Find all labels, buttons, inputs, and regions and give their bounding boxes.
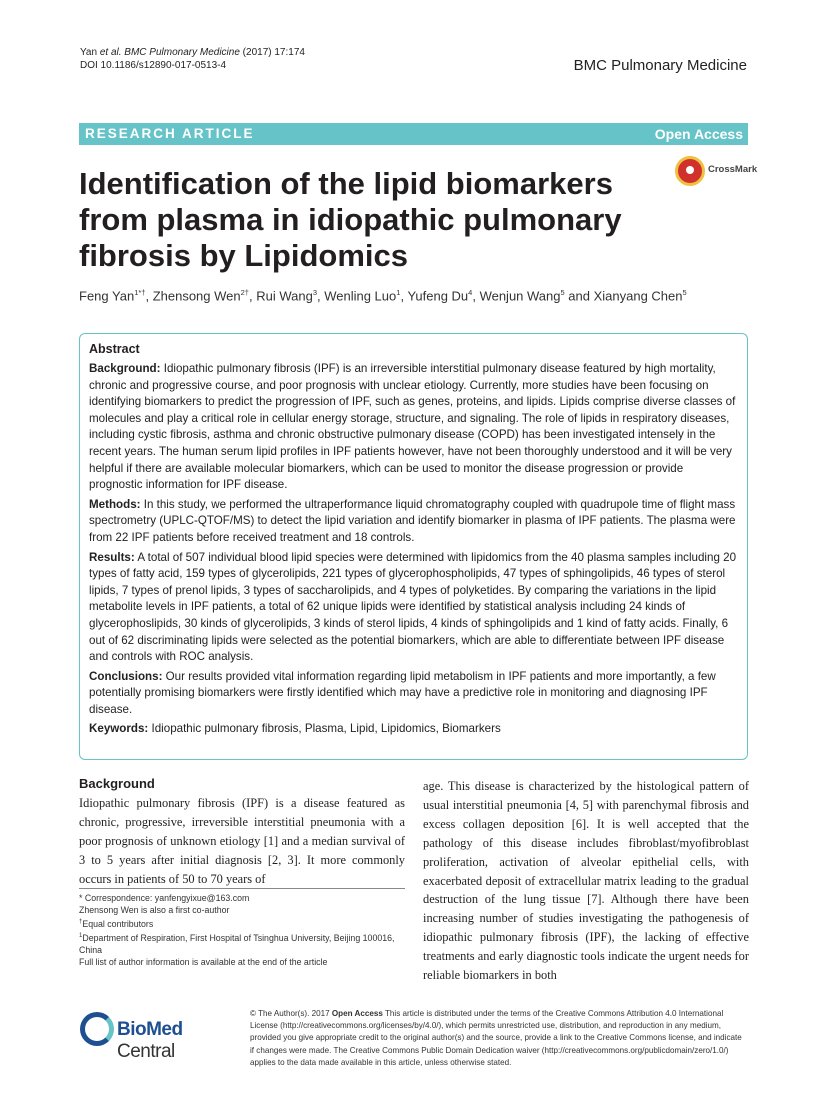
body-column-right bbox=[423, 777, 749, 985]
article-type-banner bbox=[79, 123, 748, 145]
license-statement bbox=[250, 1008, 748, 1069]
body-text-right: age. This disease is characterized by the histological pattern of usual interstitial pneumonia [4, 5] with parenchymal fibrosis and excess collagen deposition [6]. It is well accepted that the pathology of this disease includes fibroblast/myofibroblast proliferation, activation of alveolar epithelial cells, with exacerbated deposit of extracellular matrix leading to the gradual destruction of the lung tissue [7]. Although there have been increasing number of studies investigating the pathogenesis of idiopathic pulmonary fibrosis (IPF), the lacking of effective treatments and early diagnostic tools indicate the urgent needs for reliable biomarkers in both bbox=[423, 779, 749, 983]
abstract-box bbox=[79, 333, 748, 760]
citation-header bbox=[80, 46, 305, 72]
abstract-heading: Abstract bbox=[89, 342, 140, 356]
logo-bold-text: BioMed bbox=[117, 1019, 183, 1040]
equal-contrib-text: Equal contributors bbox=[82, 918, 154, 929]
biomed-central-logo[interactable] bbox=[80, 1011, 232, 1062]
author-separator: , bbox=[316, 288, 325, 304]
author-name[interactable]: Rui Wang bbox=[256, 288, 313, 304]
author-separator: , bbox=[248, 288, 257, 304]
author-affiliation-sup: 3 bbox=[312, 288, 317, 297]
abstract-keywords-label: Keywords: bbox=[89, 722, 149, 736]
author-name[interactable]: Wenling Luo bbox=[324, 288, 397, 304]
author-separator: , bbox=[472, 288, 480, 304]
abstract-methods-text: In this study, we performed the ultraperformance liquid chromatography coupled with quadrupole time of flight mass spectrometry (UPLC-QTOF/MS) to detect the lipid variation and identify biomarker in plasma of IPF patients. The plasma were from 22 IPF patients before received treatment and 18 controls. bbox=[89, 497, 736, 544]
license-text: This article is distributed under the terms of the Creative Commons Attribution 4.0 International License (http://creativecommons.org/licenses/by/4.0/), which permits unrestricted use, distribution, and reproduction in any medium, provided you give appropriate credit to the original author(s) and the source, provide a link to the Creative Commons license, and indicate if changes were made. The Creative Commons Public Domain Dedication waiver (http://creativecommons.org/publicdomain/zero/1.0/) applies to the data made available in this article, unless otherwise stated. bbox=[250, 1009, 742, 1067]
license-prefix: © The Author(s). 2017 bbox=[250, 1009, 332, 1018]
license-open-access: Open Access bbox=[331, 1009, 383, 1018]
biomed-central-name bbox=[117, 1019, 232, 1063]
full-list-note: Full list of author information is available at the end of the article bbox=[79, 956, 328, 967]
open-access-label: Open Access bbox=[654, 126, 743, 142]
abstract-background-text: Idiopathic pulmonary fibrosis (IPF) is an irreversible interstitial pulmonary disease featured by high mortality, chronic and progressive course, and poor prognosis with unclear etiology. Currently, more studies have been focusing on identifying biomarkers to predict the progression of IPF, such as genes, proteins, and lipids. Lipids comprise diverse classes of molecules and play a critical role in cellular energy storage, structure, and signaling. The role of lipids in respiratory diseases, including cystic fibrosis, asthma and chronic obstructive pulmonary disease (COPD) has been investigated intensely in the recent years. The human serum lipid profiles in IPF patients however, have not been thoroughly understood and it will be very helpful if there are available molecular biomarkers, which can be used to monitor the disease progression or provide prognostic information for IPF disease. bbox=[89, 362, 736, 492]
abstract-conclusions-text: Our results provided vital information regarding lipid metabolism in IPF patients and more importantly, a few potentially promising biomarkers were firstly identified which may have a predictive role in monitoring and diagnosing IPF disease. bbox=[89, 669, 716, 716]
author-affiliation-sup: 1*† bbox=[134, 288, 146, 297]
affiliation-text: Department of Respiration, First Hospital of Tsinghua University, Beijing 100016, China bbox=[79, 932, 395, 955]
affiliation-sup: 1 bbox=[79, 932, 83, 939]
author-separator: and bbox=[564, 288, 594, 304]
doi[interactable]: DOI 10.1186/s12890-017-0513-4 bbox=[80, 60, 227, 71]
correspondence[interactable]: * Correspondence: yanfengyixue@163.com bbox=[79, 893, 250, 903]
article-type-label: RESEARCH ARTICLE bbox=[85, 126, 255, 141]
equal-contrib-note bbox=[79, 916, 405, 930]
abstract-methods-label: Methods: bbox=[89, 497, 141, 511]
author-name[interactable]: Feng Yan bbox=[79, 288, 135, 304]
abstract-methods bbox=[89, 497, 738, 547]
abstract-background bbox=[89, 361, 738, 494]
logo-light-text: Central bbox=[117, 1041, 175, 1062]
citation-year: (2017) 17:174 bbox=[239, 47, 305, 58]
crossmark-icon bbox=[675, 156, 705, 186]
author-name[interactable]: Zhensong Wen bbox=[152, 288, 241, 304]
author-list bbox=[79, 288, 687, 303]
section-heading-background: Background bbox=[79, 776, 155, 791]
author-affiliation-sup: 4 bbox=[468, 288, 473, 297]
abstract-results-text: A total of 507 individual blood lipid species were determined with lipidomics from the 40 plasma samples including 20 types of fatty acid, 159 types of glycerolipids, 221 types of glycerophospholipids, 47 types of sphingolipids, 46 types of sterol lipids, 7 types of prenol lipids, 3 types of saccharolipids, and 4 types of polyketides. By comparing the variations in the lipid metabolite levels in IPF patients, a total of 62 unique lipids were identified by statistical analysis including 24 kinds of glycerophoslipids, 30 kinds of glycerolipids, 3 kinds of sterol lipids, 4 kinds of sphingolipids and 1 kind of fatty acids. Finally, 6 out of 62 discriminating lipids were selected as the potential biomarkers, which are able to differentiate between IPF disease and controls with ROC analysis. bbox=[89, 550, 737, 664]
footnotes bbox=[79, 888, 405, 968]
author-affiliation-sup: 5 bbox=[560, 288, 565, 297]
abstract-keywords-text: Idiopathic pulmonary fibrosis, Plasma, Lipid, Lipidomics, Biomarkers bbox=[148, 722, 501, 736]
citation-journal: et al. BMC Pulmonary Medicine bbox=[99, 47, 240, 58]
body-text-left: Idiopathic pulmonary fibrosis (IPF) is a disease featured as chronic, progressive, irreversible interstitial pneumonia with a poor prognosis of unknown etiology [1] and a median survival of 3 to 5 years after initial diagnosis [2, 3]. It more commonly occurs in patients of 50 to 70 years of bbox=[79, 796, 405, 886]
author-separator: , bbox=[400, 288, 408, 304]
author-name[interactable]: Yufeng Du bbox=[407, 288, 469, 304]
cofirst-note: Zhensong Wen is also a first co-author bbox=[79, 905, 230, 915]
equal-contrib-sup: † bbox=[79, 919, 83, 925]
author-name[interactable]: Wenjun Wang bbox=[479, 288, 561, 304]
author-affiliation-sup: 1 bbox=[396, 288, 401, 297]
body-column-left bbox=[79, 776, 405, 889]
abstract-conclusions-label: Conclusions: bbox=[89, 669, 163, 683]
abstract-conclusions bbox=[89, 669, 738, 719]
author-name[interactable]: Xianyang Chen bbox=[593, 288, 683, 304]
abstract-results bbox=[89, 550, 738, 666]
affiliation-note bbox=[79, 930, 405, 956]
journal-name: BMC Pulmonary Medicine bbox=[573, 57, 747, 74]
crossmark-badge[interactable] bbox=[675, 154, 758, 190]
abstract-results-label: Results: bbox=[89, 550, 135, 564]
article-title: Identification of the lipid biomarkers from plasma in idiopathic pulmonary fibrosis by Lipidomics bbox=[79, 166, 622, 273]
citation-authors: Yan bbox=[80, 47, 100, 58]
abstract-keywords bbox=[89, 721, 738, 738]
author-separator: , bbox=[145, 288, 153, 304]
abstract-background-label: Background: bbox=[89, 362, 161, 375]
author-affiliation-sup: 5 bbox=[682, 288, 687, 297]
crossmark-label: CrossMark bbox=[708, 164, 758, 175]
author-affiliation-sup: 2† bbox=[240, 288, 249, 297]
biomed-central-ring-icon bbox=[80, 1012, 114, 1046]
